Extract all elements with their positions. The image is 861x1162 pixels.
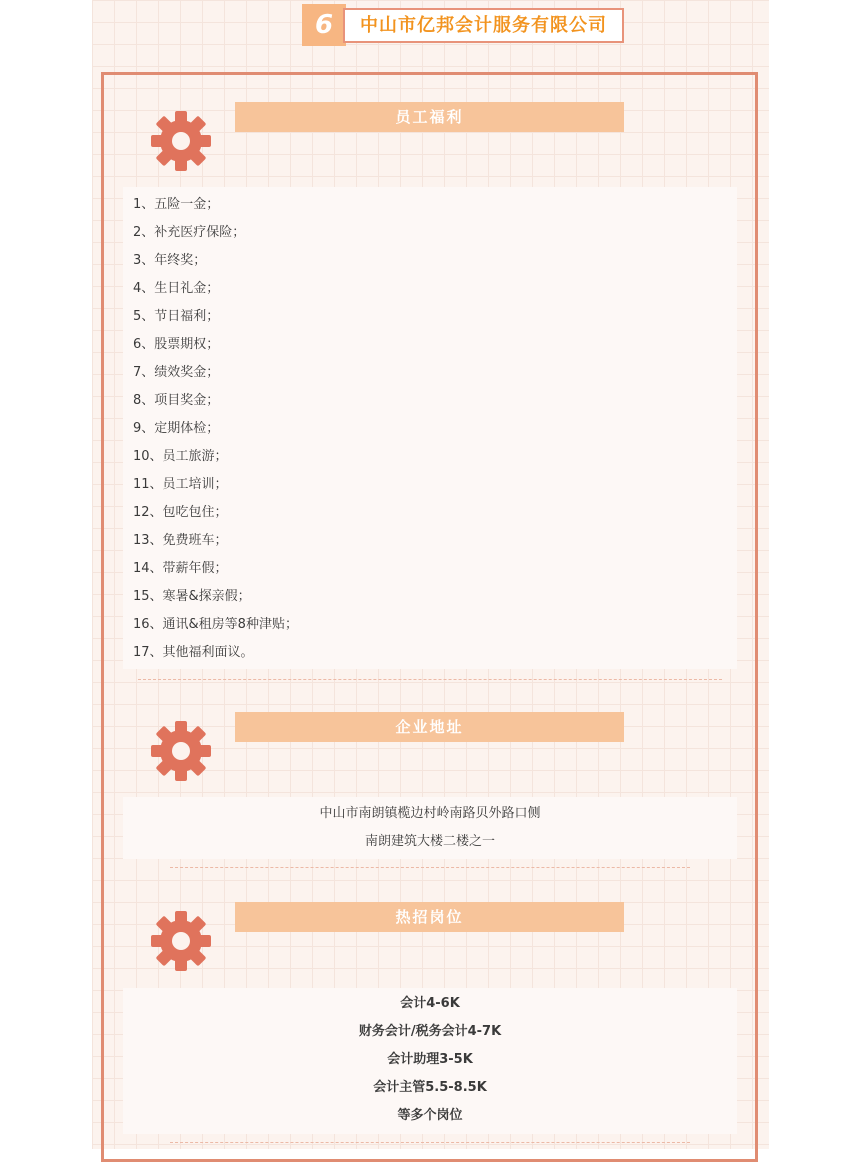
benefit-item: 10、员工旅游； bbox=[133, 449, 228, 464]
job-line: 会计4-6K bbox=[400, 996, 460, 1011]
section-divider bbox=[170, 1142, 690, 1143]
job-line: 等多个岗位 bbox=[397, 1108, 463, 1123]
benefit-item: 14、带薪年假； bbox=[133, 561, 228, 576]
section-divider bbox=[138, 679, 722, 680]
address-section-title: 企业地址 bbox=[235, 712, 624, 742]
jobs-card bbox=[123, 988, 737, 1134]
benefit-item: 4、生日礼金； bbox=[133, 281, 220, 296]
section-number-badge: 6 bbox=[302, 4, 346, 46]
address-line: 南朗建筑大楼二楼之一 bbox=[364, 834, 495, 849]
jobs-section-title: 热招岗位 bbox=[235, 902, 624, 932]
benefit-item: 8、项目奖金； bbox=[133, 393, 220, 408]
benefit-item: 15、寒暑&探亲假； bbox=[133, 589, 251, 604]
job-line: 财务会计/税务会计4-7K bbox=[358, 1024, 502, 1039]
benefit-item: 7、绩效奖金； bbox=[133, 365, 220, 380]
address-card bbox=[123, 797, 737, 859]
benefit-item: 2、补充医疗保险； bbox=[133, 225, 246, 240]
benefit-item: 13、免费班车； bbox=[133, 533, 228, 548]
benefits-card bbox=[123, 187, 737, 669]
benefit-item: 5、节日福利； bbox=[133, 309, 220, 324]
gear-icon bbox=[150, 110, 212, 172]
benefits-section-title: 员工福利 bbox=[235, 102, 624, 132]
benefit-item: 16、通讯&租房等8种津贴； bbox=[133, 617, 298, 632]
job-line: 会计助理3-5K bbox=[387, 1052, 473, 1067]
benefit-item: 17、其他福利面议。 bbox=[133, 645, 254, 660]
benefit-item: 6、股票期权； bbox=[133, 337, 220, 352]
benefit-item: 1、五险一金； bbox=[133, 197, 220, 212]
job-line: 会计主管5.5-8.5K bbox=[373, 1080, 487, 1095]
benefit-item: 11、员工培训； bbox=[133, 477, 228, 492]
benefit-item: 3、年终奖； bbox=[133, 253, 207, 268]
section-divider bbox=[170, 867, 690, 868]
benefit-item: 9、定期体检； bbox=[133, 421, 220, 436]
gear-icon bbox=[150, 720, 212, 782]
address-line: 中山市南朗镇榄边村岭南路贝外路口侧 bbox=[319, 806, 541, 821]
gear-icon bbox=[150, 910, 212, 972]
company-title: 中山市亿邦会计服务有限公司 bbox=[343, 8, 624, 43]
benefit-item: 12、包吃包住； bbox=[133, 505, 228, 520]
